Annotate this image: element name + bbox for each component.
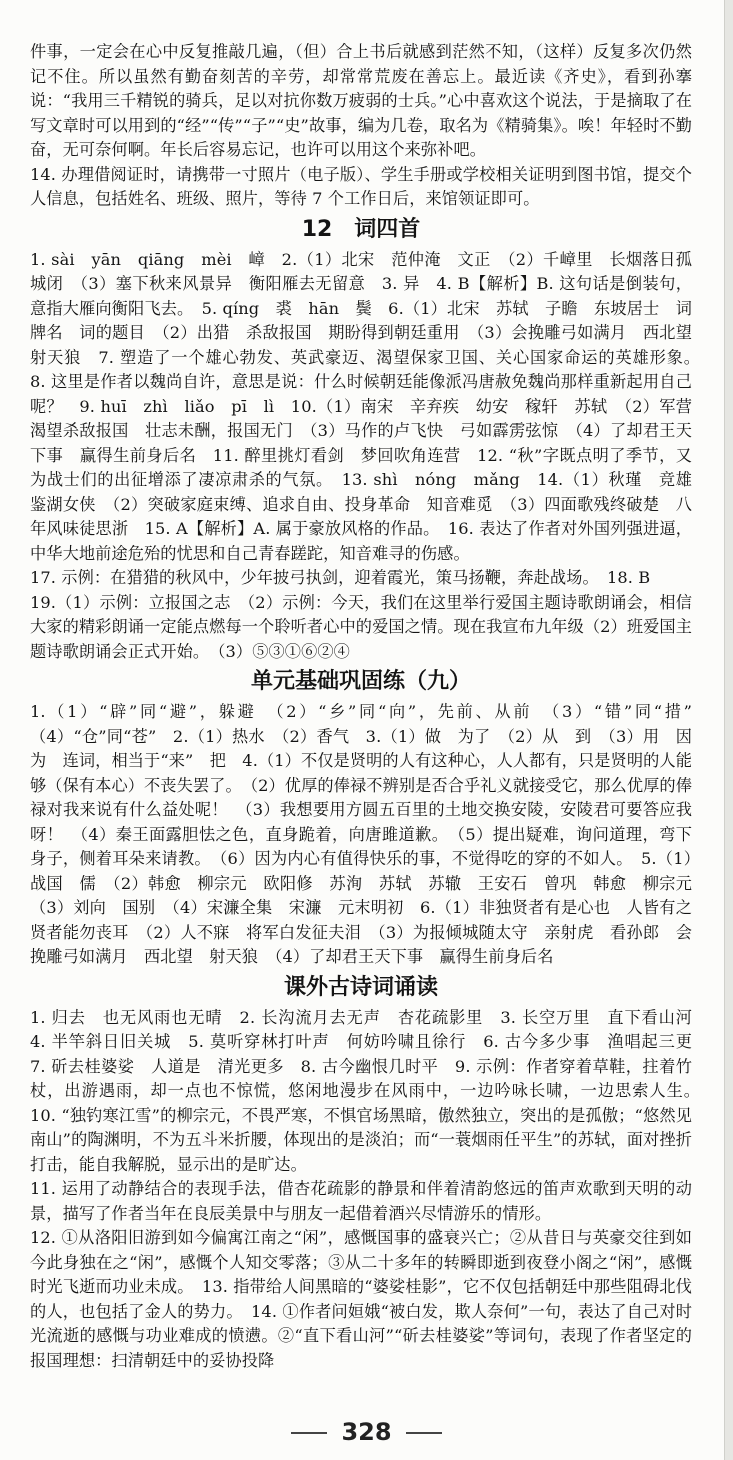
section-heading: 单元基础巩固练（九） — [250, 669, 471, 694]
page-number-footer — [0, 1418, 733, 1446]
paragraph: 1.（1）“辟”同“避”，躲避 （2）“乡”同“向”，先前、从前 （3）“错”同“措” （4）“仓”同“苍” 2.（1）热水 （2）香气 3.（1）做 为了 （2）从 到 （3）用 因为 连词，相当于“来” 把 4.（1）不仅是贤明的人有这种心，人人都有，只是贤明的人能够（保有本心）不丧失罢了。 （2）优厚的俸禄不辨别是否合乎礼义就接受它，那么优厚的俸禄对我来说有什么益处呢！ （3）我想要用方圆五百里的土地交换安陵，安陵君可要答应我呀！ （4）秦王面露胆怯之色，直身跪着，向唐雎道歉。 （5）提出疑难，询问道理，弯下身子，侧着耳朵来请教。 （6）因为内心有值得快乐的事，不觉得吃的穿的不如人。 5.（1）战国 儒 （2）韩愈 柳宗元 欧阳修 苏洵 苏轼 苏辙 王安石 曾巩 韩愈 柳宗元 （3）刘向 国别 （4）宋濂全集 宋濂 元末明初 6.（1）非独贤者有是心也 人皆有之 贤者能勿丧耳 （2）人不寐 将军白发征夫泪 （3）为报倾城随太守 亲射虎 看孙郎 会挽雕弓如满月 西北望 射天狼 （4）了却君王天下事 赢得生前身后名 — [30, 702, 709, 966]
section-heading: 课外古诗词诵读 — [283, 974, 438, 1000]
paragraph: 17. 示例：在猎猎的秋风中，少年披弓执剑，迎着霞光，策马扬鞭，奔赴战场。 18. B — [30, 568, 651, 587]
binding-edge — [725, 0, 733, 1460]
paragraph: 1. sài yān qiāng mèi 嶂 2.（1）北宋 范仲淹 文正 （2）千嶂里 长烟落日孤城闭 （3）塞下秋来风景异 衡阳雁去无留意 3. 异 4. B【解析】B. 这句话是倒装句，意指大雁向衡阳飞去。 5. qíng 裘 hān 鬓 6.（1）北宋 苏轼 子瞻 东坡居士 词牌名 词的题目 （2）出猎 杀敌报国 期盼得到朝廷重用 （3）会挽雕弓如满月 西北望 射天狼 7. 塑造了一个雄心勃发、英武豪迈、渴望保家卫国、关心国家命运的英雄形象。 8. 这里是作者以魏尚自许，意思是说：什么时候朝廷能像派冯唐赦免魏尚那样重新起用自己呢？ 9. huī zhì liǎo pī lì 10.（1）南宋 辛弃疾 幼安 稼轩 苏轼 （2）军营 渴望杀敌报国 壮志未酬，报国无门 （3）马作的卢飞快 弓如霹雳弦惊 （4）了却君王天下事 赢得生前身后名 11. 醉里挑灯看剑 梦回吹角连营 12. “秋”字既点明了季节，又为战士们的出征增添了凄凉肃杀的气氛。 13. shì nóng mǎng 14.（1）秋瑾 竞雄 鉴湖女侠 （2）突破家庭束缚、追求自由、投身革命 知音难觅 （3）四面歌残终破楚 八年风味徒思浙 15. A【解析】A. 属于豪放风格的作品。 16. 表达了作者对外国列强进逼，中华大地前途危殆的忧思和自己青春蹉跎，知音难寻的伤感。 — [30, 249, 709, 563]
paragraph: 12. ①从洛阳旧游到如今偏寓江南之“闲”，感慨国事的盛衰兴亡；②从昔日与英豪交往到如今此身独在之“闲”，感慨个人知交零落；③从二十多年的转瞬即逝到夜登小阁之“闲”，感慨时光飞逝而功业未成。 13. 指带给人间黑暗的“婆娑桂影”，它不仅包括朝廷中那些阻碍北伐的人，也包括了金人的势力。 14. ①作者问姮娥“被白发，欺人奈何”一句，表达了自己对时光流逝的感慨与功业难成的愤懑。②“直下看山河”“斫去桂婆娑”等词句，表现了作者坚定的报国理想：扫清朝廷中的妥协投降 — [30, 1228, 692, 1370]
footer-dash-right — [406, 1432, 442, 1434]
paragraph: 19.（1）示例：立报国之志 （2）示例：今天，我们在这里举行爱国主题诗歌朗诵会，相信大家的精彩朗诵一定能点燃每一个聆听者心中的爱国之情。现在我宣布九年级（2）班爱国主题诗歌朗诵会正式开始。 （3）⑤③①⑥②④ — [30, 592, 692, 661]
text-column — [30, 40, 709, 1373]
paragraph: 件事，一定会在心中反复推敲几遍，（但）合上书后就感到茫然不知，（这样）反复多次仍然记不住。所以虽然有勤奋刻苦的辛劳，却常常荒废在善忘上。最近读《齐史》，看到孙搴说：“我用三千精锐的骑兵，足以对抗你数万疲弱的士兵。”心中喜欢这个说法，于是摘取了在写文章时可以用到的“经”“传”“子”“史”故事，编为几卷，取名为《精骑集》。唉！年轻时不勤奋，无可奈何啊。年长后容易忘记，也许可以用这个来弥补吧。 — [30, 42, 692, 159]
page-number: 328 — [341, 1418, 392, 1446]
paragraph: 1. 归去 也无风雨也无晴 2. 长沟流月去无声 杏花疏影里 3. 长空万里 直下看山河 4. 半竿斜日旧关城 5. 莫听穿林打叶声 何妨吟啸且徐行 6. 古今多少事 渔唱起三更 7. 斫去桂婆娑 人道是 清光更多 8. 古今幽恨几时平 9. 示例：作者穿着草鞋，拄着竹杖，出游遇雨，却一点也不惊慌，悠闲地漫步在风雨中，一边吟咏长啸，一边思索人生。 10. “独钓寒江雪”的柳宗元，不畏严寒，不惧官场黑暗，傲然独立，突出的是孤傲；“悠然见南山”的陶渊明，不为五斗米折腰，体现出的是淡泊；而“一蓑烟雨任平生”的苏轼，面对挫折打击，能自我解脱，显示出的是旷达。 — [30, 1007, 709, 1174]
section-heading: 12 词四首 — [301, 216, 421, 242]
paragraph: 14. 办理借阅证时，请携带一寸照片（电子版）、学生手册或学校相关证明到图书馆，提交个人信息，包括姓名、班级、照片，等待 7 个工作日后，来馆领证即可。 — [30, 164, 692, 208]
paragraph: 11. 运用了动静结合的表现手法，借杏花疏影的静景和伴着清韵悠远的笛声欢歌到天明的动景，描写了作者当年在良辰美景中与朋友一起借着酒兴尽情游乐的情形。 — [30, 1179, 692, 1223]
footer-dash-left — [291, 1432, 327, 1434]
